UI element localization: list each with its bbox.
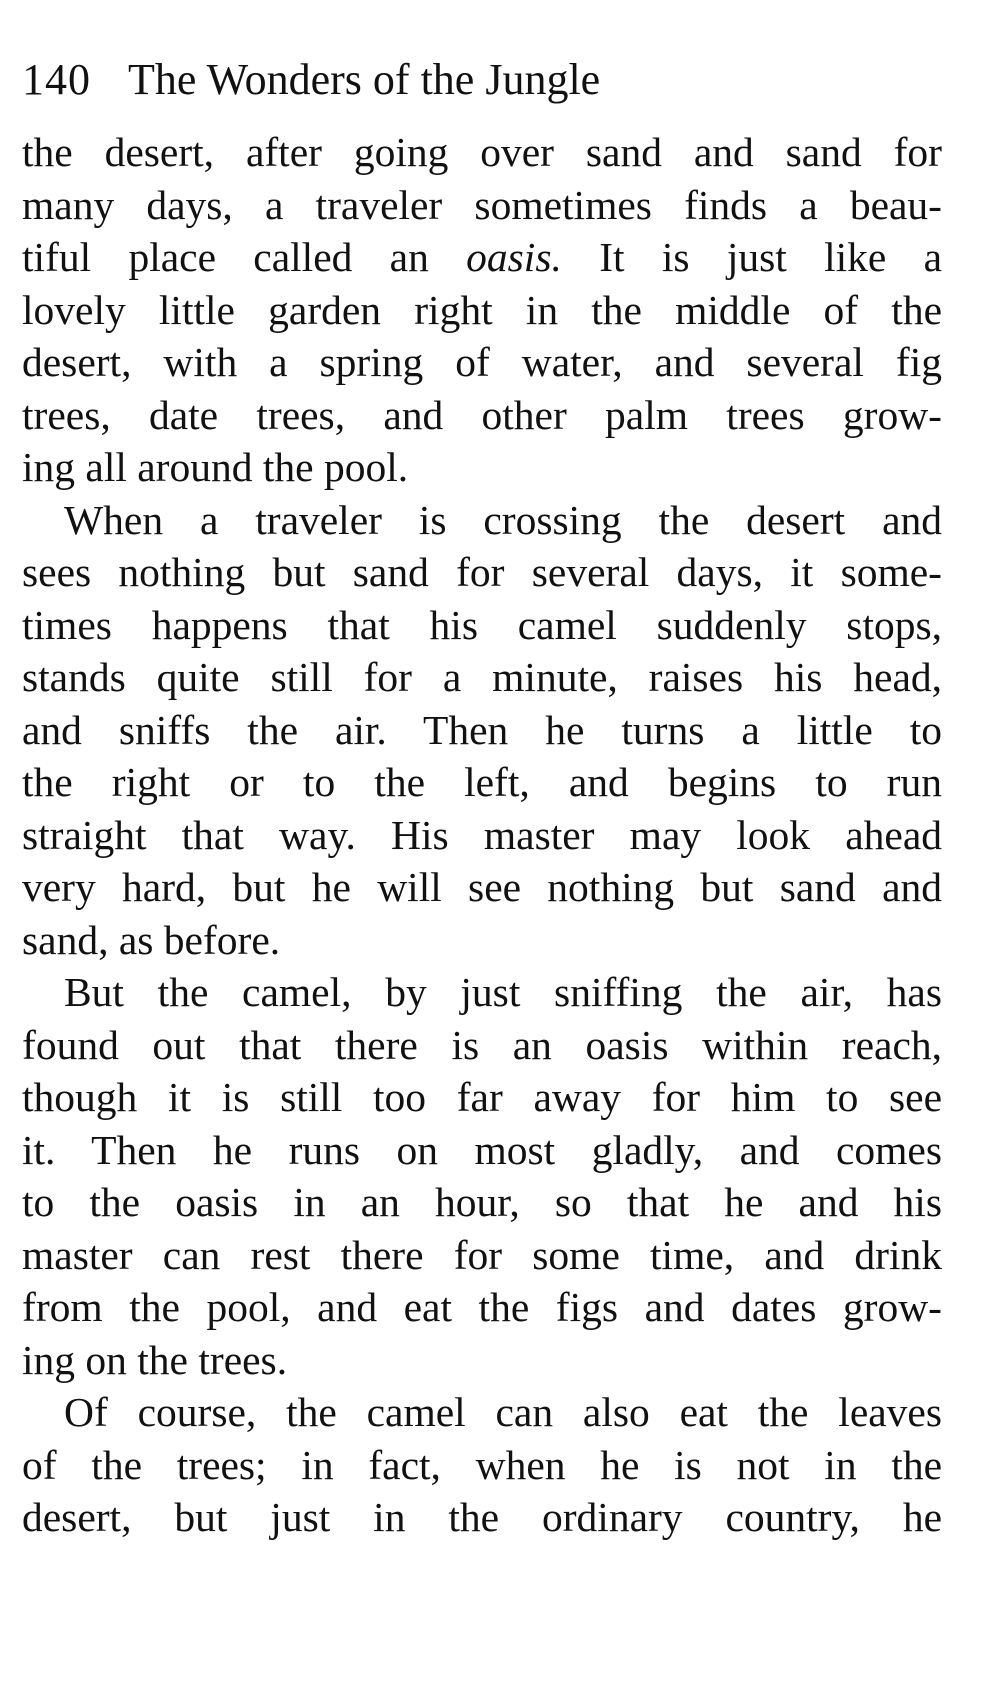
text-line: to the oasis in an hour, so that he and his — [22, 1179, 942, 1225]
text-line: found out that there is an oasis within reach, — [22, 1021, 942, 1068]
italic-term: oasis. — [466, 234, 562, 280]
text-line: times happens that his camel suddenly stops, — [22, 601, 942, 648]
paragraph-1 — [22, 126, 942, 494]
text-line: sand, as before. — [22, 916, 281, 963]
text-line: the right or to the left, and begins to run — [22, 759, 942, 805]
text-line: sees nothing but sand for several days, it some- — [22, 549, 942, 595]
text-line: from the pool, and eat the figs and dates grow- — [22, 1284, 942, 1330]
paragraph-4 — [22, 1386, 942, 1544]
running-head — [22, 52, 952, 108]
text-line: lovely little garden right in the middle of the — [22, 286, 942, 333]
text-segment: It is just like a — [599, 234, 942, 280]
text-line: stands quite still for a minute, raises his head, — [22, 654, 942, 700]
body-text — [22, 126, 942, 1544]
text-line: and sniffs the air. Then he turns a little to — [22, 706, 942, 753]
text-line: When a traveler is crossing the desert and — [64, 496, 942, 543]
text-line: Of course, the camel can also eat the leaves — [64, 1389, 942, 1435]
text-line — [22, 231, 942, 284]
text-line: many days, a traveler sometimes finds a beau- — [22, 181, 942, 228]
text-line: ing all around the pool. — [22, 444, 409, 490]
text-line: very hard, but he will see nothing but sand and — [22, 864, 942, 910]
book-title: The Wonders of the Jungle — [128, 55, 601, 104]
page-number: 140 — [22, 55, 91, 104]
paragraph-2 — [22, 494, 942, 967]
text-line: But the camel, by just sniffing the air, has — [64, 969, 942, 1015]
text-line: it. Then he runs on most gladly, and comes — [22, 1126, 942, 1173]
text-line: straight that way. His master may look ahead — [22, 811, 942, 858]
text-line: the desert, after going over sand and sand for — [22, 129, 942, 175]
text-line: desert, but just in the ordinary country, he — [22, 1494, 942, 1540]
text-line: desert, with a spring of water, and several fig — [22, 339, 942, 385]
text-line: trees, date trees, and other palm trees grow- — [22, 391, 942, 438]
text-line: though it is still too far away for him to see — [22, 1074, 942, 1120]
text-line: of the trees; in fact, when he is not in the — [22, 1441, 942, 1488]
text-line: ing on the trees. — [22, 1336, 288, 1383]
text-segment: tiful place called an — [22, 234, 429, 280]
paragraph-3 — [22, 966, 942, 1386]
text-line: master can rest there for some time, and drink — [22, 1231, 942, 1278]
